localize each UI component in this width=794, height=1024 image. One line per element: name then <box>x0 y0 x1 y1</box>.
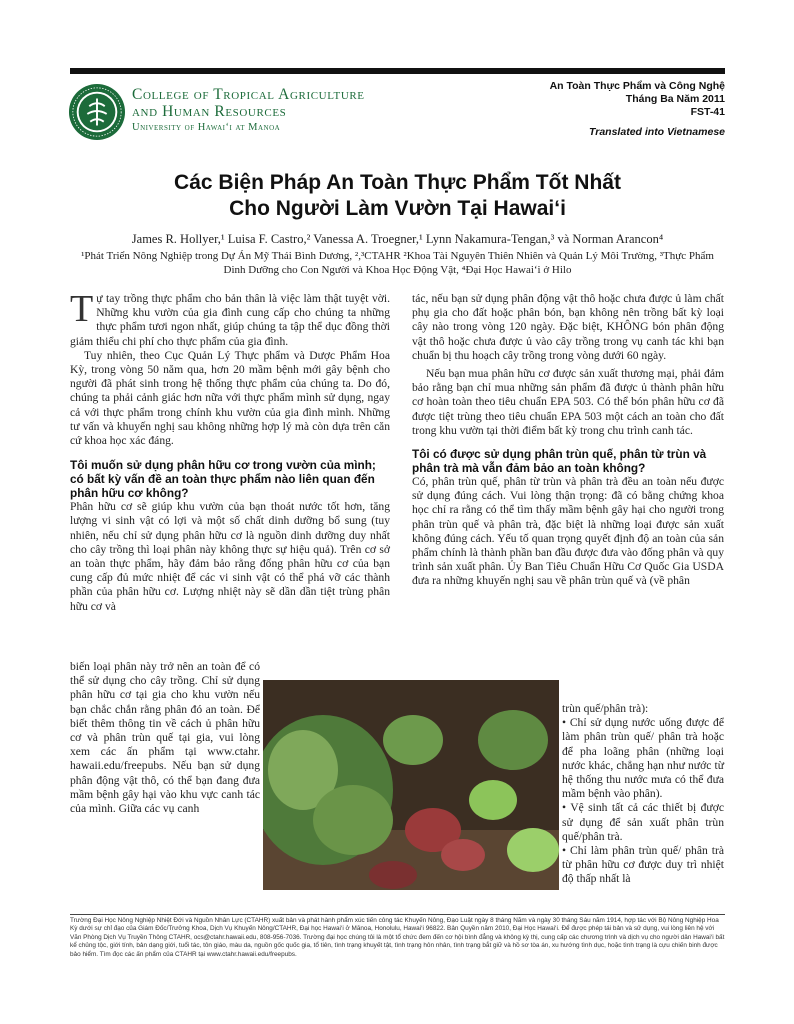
publication-code: FST-41 <box>690 106 725 118</box>
authors: James R. Hollyer,¹ Luisa F. Castro,² Vanessa A. Troegner,¹ Lynn Nakamura-Tengan,³ và Norman Arancon⁴ <box>131 232 664 246</box>
section-heading-compost: Tôi muốn sử dụng phân hữu cơ trong vườn của mình; có bất kỳ vấn đề an toàn thực phẩm nào liên quan đến phân hữu cơ không? <box>70 458 376 501</box>
list-item: • Vệ sinh tất cả các thiết bị được sử dụng để sản xuất phân trùn quế/phân trà. <box>562 801 724 843</box>
affiliations: ¹Phát Triển Nông Nghiệp trong Dự Án Mỹ Thái Bình Dương, ²,³CTAHR ²Khoa Tài Nguyên Thiên Nhiên và Quản Lý Môi Trường, ³Thực Phẩm Dinh Dưỡng cho Con Người và Khoa Học Động Vật, ⁴Đại Học Hawai‘i ở Hilo <box>81 250 714 276</box>
footer-rule <box>70 914 725 915</box>
left-column <box>70 288 390 614</box>
right-wrap-text <box>562 702 724 887</box>
list-item: • Chỉ làm phân trùn quế/ phân trà từ phân hữu cơ được duy trì nhiệt độ thấp nhất là <box>562 844 724 886</box>
publication-date: Tháng Ba Năm 2011 <box>625 93 725 105</box>
translation-note: Translated into Vietnamese <box>589 126 725 138</box>
paragraph: Tuy nhiên, theo Cục Quản Lý Thực phẩm và Dược Phẩm Hoa Kỳ, trong vòng 50 năm qua, hơn 20 mầm bệnh mới gây bệnh cho người đã phát sinh trong hệ thống thực phẩm của chúng ta. Do đó, chúng ta phải cảnh giác hơn nữa với thực phẩm mình sử dụng, ngay cả với thực phẩm trong chính khu vườn của gia đình mình. Những tư vấn và khuyến nghị sau không những hợp lý mà còn dựa trên căn cứ khoa học xác đáng. <box>70 348 390 448</box>
intro-text: ự tay trồng thực phẩm cho bản thân là việc làm thật tuyệt vời. Những khu vườn của gia đình cung cấp cho chúng ta những thực phẩm tươi ngon nhất, giúp chúng ta tập thể dục đồng thời giảm thiểu chi phí cho thực phẩm của gia đình. <box>70 292 390 348</box>
section-heading-vermicompost: Tôi có được sử dụng phân trùn quế, phân từ trùn và phân trà mà vẫn đảm bảo an toàn không? <box>412 447 707 476</box>
left-wrap-text: biến loại phân này trở nên an toàn để có thể sử dụng cho cây trồng. Chỉ sử dụng phân hữu cơ tại gia cho khu vườn nếu bạn chắc chắn rằng phân đó an toàn. Để biết thêm thông tin về cách ủ phân hữu cơ và phân trùn quế tại gia, vui lòng xem các ấn phẩm tại www.ctahr. hawaii.edu/freepubs. Nếu bạn sử dụng phân động vật thô, có thể bạn đang đưa mầm bệnh gây hại vào khu vực canh tác của mình. Giữa các vụ canh <box>70 660 260 816</box>
paragraph: trùn quế/phân trà): <box>562 702 649 715</box>
list-item: • Chỉ sử dụng nước uống được để làm phân trùn quế/ phân trà hoặc để pha loãng phân (những loại nước khác, chẳng hạn như nước từ hệ thống thu nước mưa có thể đưa mầm bệnh vào phân). <box>562 716 724 801</box>
college-line-2: and Human Resources <box>132 103 287 120</box>
paragraph: Nếu bạn mua phân hữu cơ được sản xuất thương mại, phải đảm bảo rằng bạn chỉ mua những sản phẩm đã được ủ thành phân hữu cơ hoàn toàn theo tiêu chuẩn EPA 503. Có thể bón phân hữu cơ đã được tiệt trùng theo tiêu chuẩn EPA 503 một cách an toàn cho đất trong khu vườn tại thời điểm bất kỳ trong chu trình canh tác. <box>412 367 724 437</box>
garden-photo <box>263 680 559 890</box>
university-seal-logo <box>68 83 126 141</box>
publication-info <box>550 80 725 139</box>
paragraph: Có, phân trùn quế, phân từ trùn và phân trà đều an toàn nếu được sử dụng đúng cách. Vui lòng thận trọng: đã có bằng chứng khoa học chỉ ra rằng có thể tìm thấy mầm bệnh gây hại cho người trong phân trùn quế và phân trà, đặc biệt là những loại được sản xuất không đúng cách. Yếu tố quan trọng quyết định độ an toàn của sản phẩm chính là thành phần ban đầu được đưa vào đống phân và quy trình sản xuất phân. Ủy Ban Tiêu Chuẩn Hữu Cơ Quốc Gia USDA đưa ra những khuyến nghị sau về phân trùn quế và (về phân <box>412 475 724 588</box>
title-line-1: Các Biện Pháp An Toàn Thực Phẩm Tốt Nhất <box>174 171 621 194</box>
paragraph: tác, nếu bạn sử dụng phân động vật thô hoặc chưa được ủ làm chất phụ gia cho đất hoặc phân bón, bạn không nên trồng bất kỳ loại cây nào trong vòng 120 ngày. Đặc biệt, KHÔNG bón phân động vật thô hoặc chưa được ủ vào cây trồng trong vụ canh tác khi bạn chuẩn bị thu hoạch cây trồng trong vòng dưới 60 ngày. <box>412 292 724 362</box>
college-line-1: College of Tropical Agriculture <box>132 86 365 103</box>
university-name: University of Hawai‘i at Manoa <box>132 122 281 133</box>
college-name <box>132 86 365 133</box>
series-name: An Toàn Thực Phẩm và Công Nghệ <box>549 80 725 92</box>
title-line-2: Cho Người Làm Vườn Tại Hawai‘i <box>229 197 566 220</box>
paragraph: Phân hữu cơ sẽ giúp khu vườn của bạn thoát nước tốt hơn, tăng lượng vi sinh vật có lợi và một số chất dinh dưỡng bổ sung (tuy nhiên, nếu chỉ sử dụng phân hữu cơ là nguồn dinh dưỡng duy nhất cho cây trồng thì loại phân này không thực sự hiệu quả). Trên cơ sở an toàn thực phẩm, hãy đảm bảo rằng đống phân hữu cơ của bạn cung cấp đủ mức nhiệt để các vi sinh vật có thể phá vỡ các thành phần của phân hữu cơ. Lượng nhiệt này sẽ dần dần tiệt trùng phân hữu cơ và <box>70 500 390 613</box>
header-rule <box>70 68 725 74</box>
page-title <box>70 170 725 222</box>
right-column <box>412 292 724 589</box>
intro-paragraph <box>70 288 390 349</box>
footer-legal-text: Trường Đại Học Nông Nghiệp Nhiệt Đới và Nguồn Nhân Lực (CTAHR) xuất bản và phát hành phẩm xúc tiến công tác Khuyến Nông, Đạo Luật ngày 8 tháng Năm và ngày 30 tháng Sáu năm 1914, hợp tác với Bộ Nông Nghiệp Hoa Kỳ dưới sự chỉ đạo của Giám Đốc/Trưởng Khoa, Dịch Vụ Khuyến Nông/CTAHR, Đại học Hawai‘i ở Mānoa, Honolulu, Hawai‘i 96822. Bản Quyền năm 2010, Đại Học Hawai‘i. Để được phép tái bản và sử dụng, vui lòng liên hệ với Văn Phòng Dịch Vụ Truyền Thông CTAHR, ocs@ctahr.hawaii.edu, 808-956-7036. Trường đại học chúng tôi là một tổ chức đem đến cơ hội bình đẳng và không kỳ thị, cung cấp các chương trình và dịch vụ cho người dân Hawai‘i bất kể chủng tộc, giới tính, bản dạng giới, tuổi tác, tôn giáo, màu da, nguồn gốc quốc gia, tổ tiên, tình trạng khuyết tật, tình trạng hôn nhân, tình trạng bắt giữ và hồ sơ tòa án, xu hướng tình dục, hoặc tình trạng là cựu chiến binh được bảo hiểm. Tìm đọc các ấn phẩm của CTAHR tại www.ctahr.hawaii.edu/freepubs. <box>70 917 725 958</box>
drop-cap: T <box>70 288 94 330</box>
